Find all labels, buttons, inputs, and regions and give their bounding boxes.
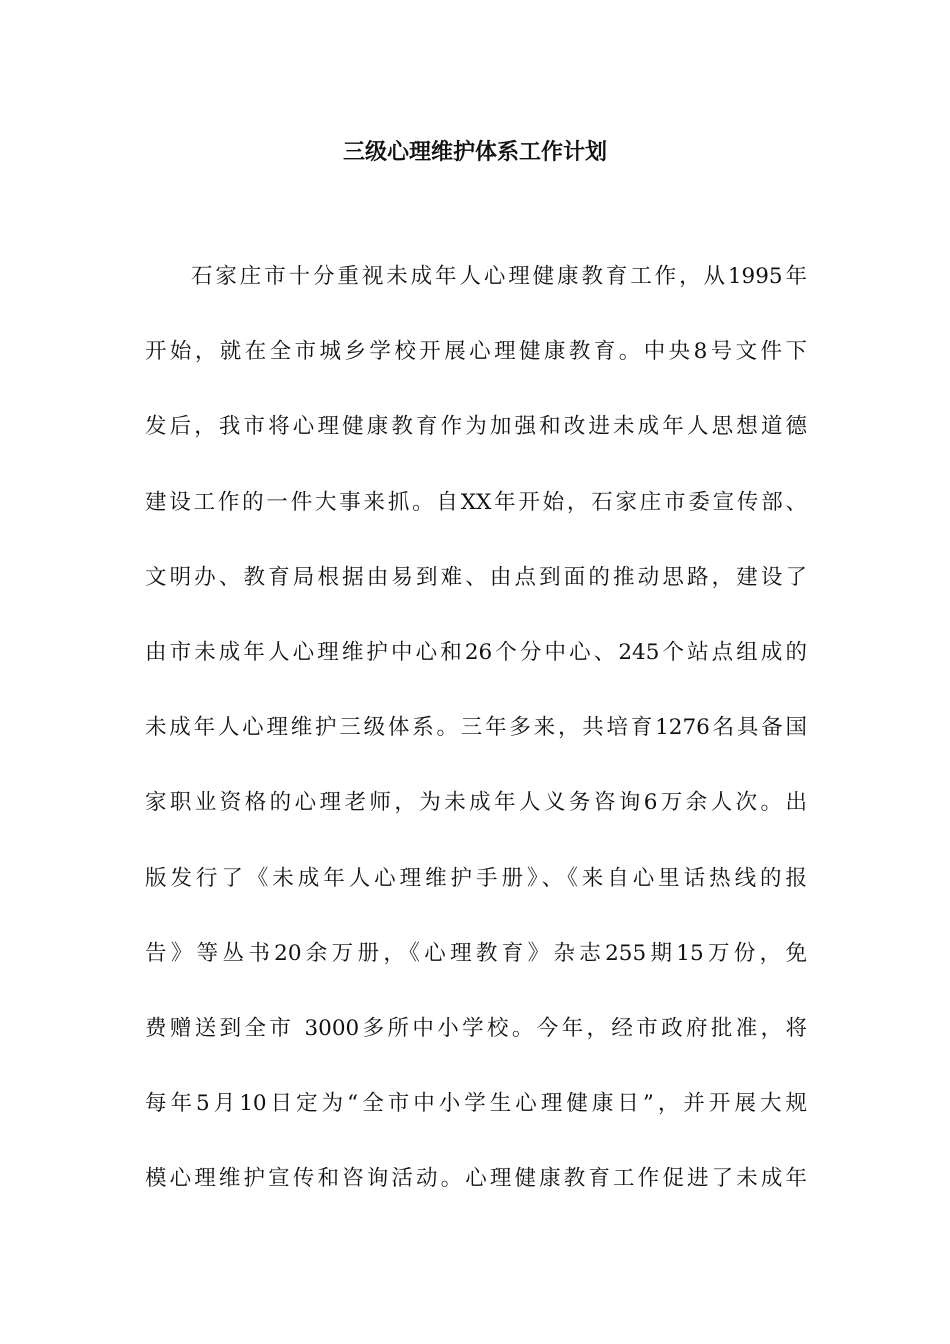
body-line: 模心理维护宣传和咨询活动。心理健康教育工作促进了未成年 <box>145 1166 807 1192</box>
body-line: 版发行了《未成年人心理维护手册》、《来自心里话热线的报 <box>145 865 807 891</box>
body-line: 告》等丛书20余万册，《心理教育》杂志255期15万份，免 <box>145 940 807 966</box>
body-line: 家职业资格的心理老师，为未成年人义务咨询6万余人次。出 <box>145 790 807 816</box>
body-line: 文明办、教育局根据由易到难、由点到面的推动思路，建设了 <box>145 564 807 590</box>
body-line: 由市未成年人心理维护中心和26个分中心、245个站点组成的 <box>145 639 807 665</box>
body-line: 建设工作的一件大事来抓。自XX年开始，石家庄市委宣传部、 <box>145 489 807 515</box>
body-line: 石家庄市十分重视未成年人心理健康教育工作，从1995年 <box>191 264 807 289</box>
body-line: 每年5月10日定为“全市中小学生心理健康日”，并开展大规 <box>145 1091 807 1117</box>
body-line: 发后，我市将心理健康教育作为加强和改进未成年人思想道德 <box>145 414 807 440</box>
body-line: 未成年人心理维护三级体系。三年多来，共培育1276名具备国 <box>145 715 807 741</box>
document-title: 三级心理维护体系工作计划 <box>342 139 607 165</box>
document-body <box>145 255 807 1232</box>
body-line: 开始，就在全市城乡学校开展心理健康教育。中央8号文件下 <box>145 339 807 365</box>
body-line: 费赠送到全市 3000多所中小学校。今年，经市政府批准，将 <box>145 1015 807 1041</box>
